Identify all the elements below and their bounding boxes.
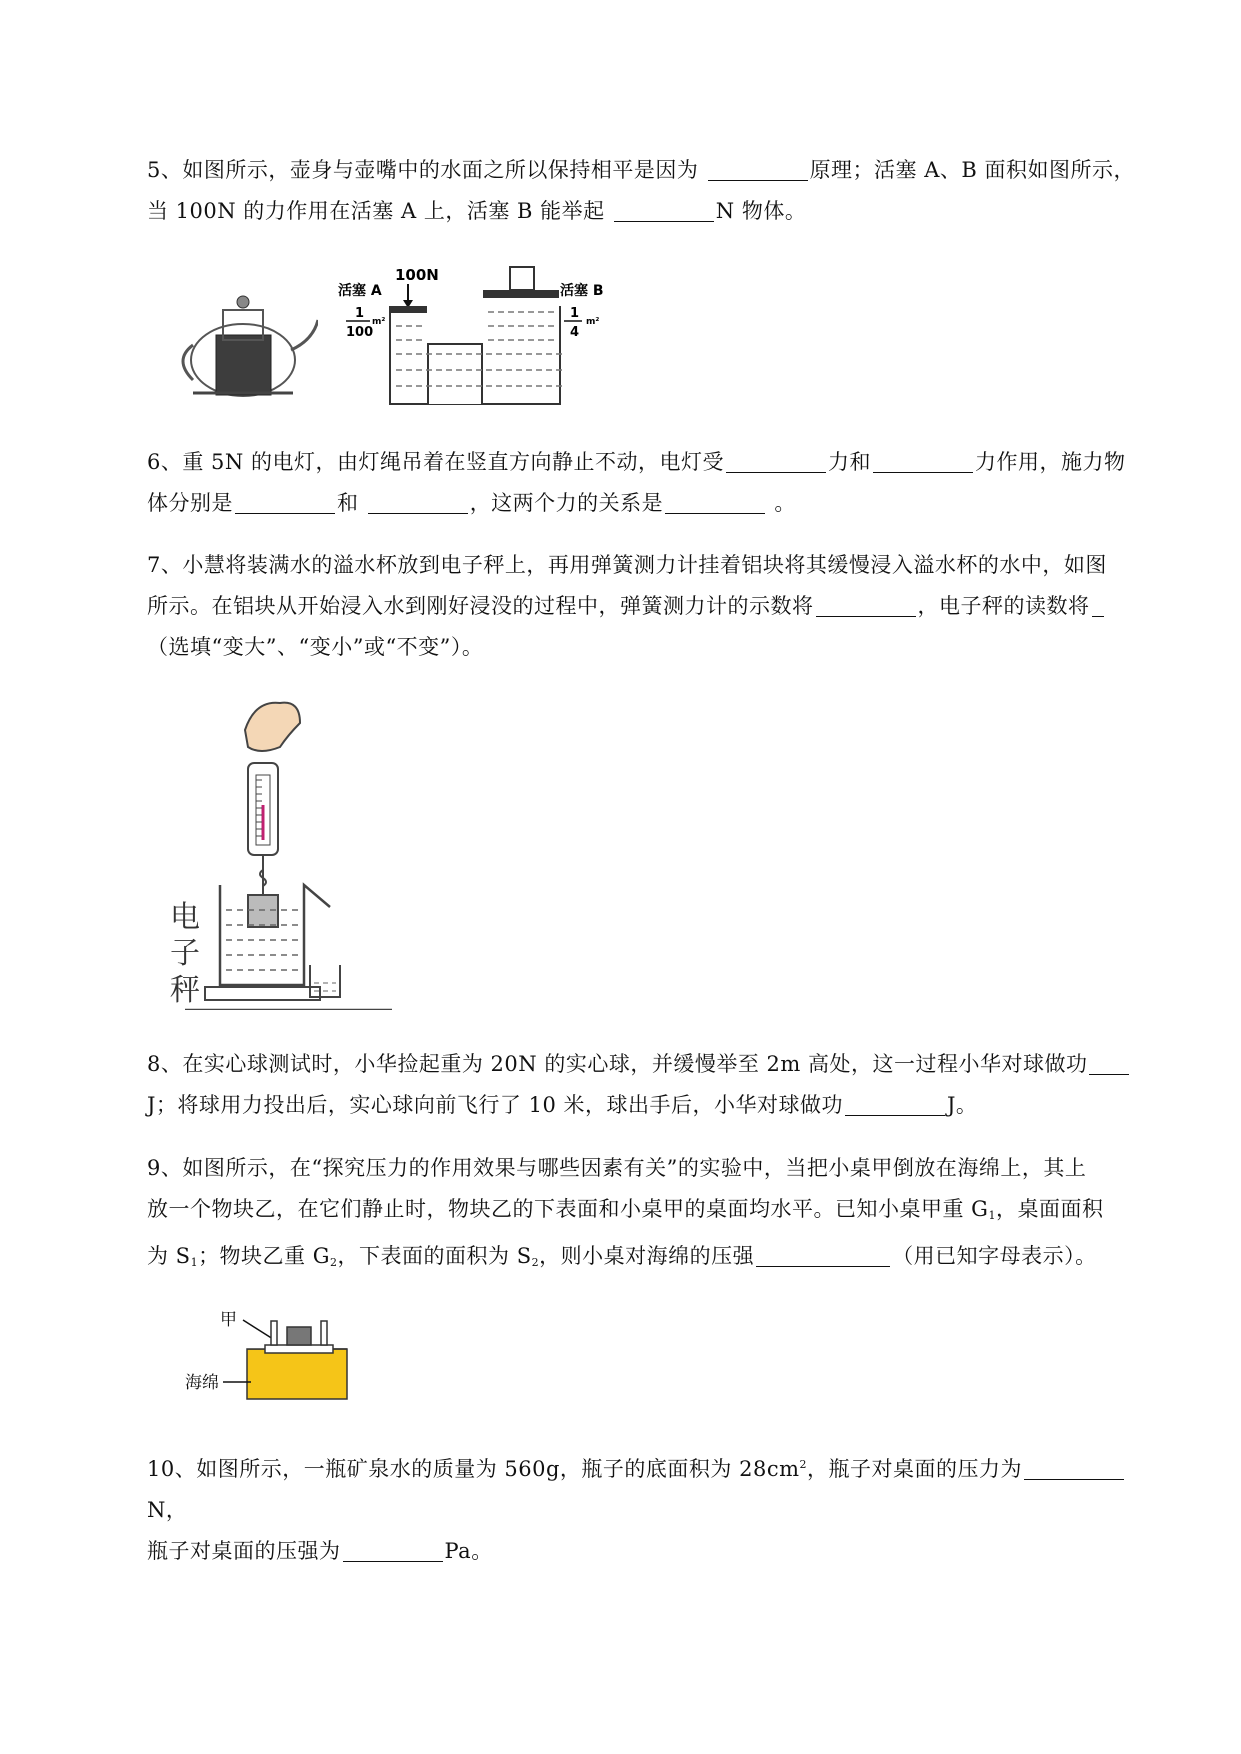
question-text: 力和 (827, 450, 871, 474)
teapot-figure (178, 290, 318, 405)
area-a-denominator: 100 (346, 325, 374, 340)
answer-blank[interactable] (708, 154, 808, 181)
question-text: Pa。 (444, 1539, 493, 1563)
question-5 (147, 150, 1157, 232)
table-label: 甲 (220, 1310, 237, 1330)
answer-blank[interactable] (756, 1240, 890, 1267)
question-text: 所示。在铝块从开始浸入水到刚好浸没的过程中，弹簧测力计的示数将 (147, 594, 814, 618)
area-a-unit: m² (372, 317, 386, 327)
sponge-label: 海绵 (185, 1373, 219, 1393)
question-text: 当 100N 的力作用在活塞 A 上，活塞 B 能举起 (147, 199, 605, 223)
question-text: N 物体。 (715, 199, 807, 223)
question-text: ，电子秤的读数将 (917, 594, 1090, 618)
question-number: 10、 (147, 1457, 197, 1481)
question-8 (147, 1044, 1157, 1126)
piston-a (391, 306, 427, 313)
scale-label-char: 秤 (170, 973, 200, 1008)
answer-blank[interactable] (235, 487, 335, 514)
table-top (265, 1345, 333, 1353)
question-text: （用已知字母表示）。 (892, 1244, 1097, 1268)
hand-icon (245, 703, 300, 751)
question-10 (147, 1444, 1157, 1572)
subscript: 1 (988, 1209, 996, 1222)
question-text: 力作用，施力物 (974, 450, 1126, 474)
question-number: 6、 (147, 450, 183, 474)
subscript: 2 (531, 1256, 540, 1269)
answer-blank[interactable] (665, 487, 765, 514)
question-text: 如图所示，一瓶矿泉水的质量为 560g，瓶子的底面积为 28cm (196, 1457, 800, 1481)
block (287, 1327, 311, 1345)
question-text: N， (147, 1498, 188, 1522)
answer-blank[interactable] (368, 487, 468, 514)
answer-blank[interactable] (845, 1089, 945, 1116)
question-number: 9、 (147, 1156, 183, 1180)
electronic-scale (205, 987, 320, 1000)
question-text: J。 (947, 1093, 978, 1117)
load-block (510, 267, 534, 290)
sponge-table-figure (185, 1305, 360, 1400)
question-text: 放一个物块乙，在它们静止时，物块乙的下表面和小桌甲的桌面均水平。已知小桌甲重 G (147, 1197, 989, 1221)
question-text: ，这两个力的关系是 (469, 491, 664, 515)
question-text: 如图所示，在“探究压力的作用效果与哪些因素有关”的实验中，当把小桌甲倒放在海绵上，其上 (182, 1156, 1087, 1180)
question-text: J；将球用力投出后，实心球向前飞行了 10 米，球出手后，小华对球做功 (147, 1093, 843, 1117)
answer-blank[interactable] (1092, 590, 1104, 617)
aluminum-block (248, 895, 278, 927)
question-text: 。 (774, 491, 796, 515)
area-b-numerator: 1 (570, 306, 580, 321)
piston-a-label: 活塞 A (338, 283, 382, 299)
question-number: 8、 (147, 1052, 183, 1076)
sponge (247, 1349, 347, 1399)
area-a-numerator: 1 (355, 306, 365, 321)
question-text: 为 S (147, 1244, 191, 1268)
question-text: （选填“变大”、“变小”或“不变”）。 (147, 635, 484, 659)
subscript: 1 (190, 1256, 199, 1269)
area-b-unit: m² (586, 317, 600, 327)
question-text: 和 (337, 491, 359, 515)
superscript: 2 (799, 1458, 808, 1471)
question-7 (147, 545, 1157, 668)
answer-blank[interactable] (726, 446, 826, 473)
question-number: 5、 (147, 158, 183, 182)
question-text: 如图所示，壶身与壶嘴中的水面之所以保持相平是因为 (182, 158, 699, 182)
answer-blank[interactable] (343, 1535, 443, 1562)
question-text: 瓶子对桌面的压强为 (147, 1539, 341, 1563)
answer-blank[interactable] (873, 446, 973, 473)
scale-label-char: 子 (170, 936, 200, 971)
subscript: 2 (330, 1256, 338, 1269)
question-text: ，瓶子对桌面的压力为 (807, 1457, 1023, 1481)
question-text: ；物块乙重 G (198, 1244, 331, 1268)
piston-b-label: 活塞 B (560, 283, 604, 299)
question-6 (147, 442, 1157, 524)
answer-blank[interactable] (816, 590, 916, 617)
question-text: ，下表面的面积为 S (337, 1244, 532, 1268)
force-label: 100N (395, 266, 439, 284)
beaker (310, 965, 340, 997)
scale-label-char: 电 (170, 900, 200, 935)
area-b-denominator: 4 (570, 325, 580, 340)
spring-scale-figure (170, 695, 395, 1010)
piston-b (483, 290, 559, 298)
answer-blank[interactable] (1024, 1453, 1124, 1480)
question-text: ，桌面面积 (995, 1197, 1104, 1221)
answer-blank[interactable] (1089, 1048, 1129, 1075)
question-text: 小慧将装满水的溢水杯放到电子秤上，再用弹簧测力计挂着铝块将其缓慢浸入溢水杯的水中，如图 (182, 553, 1107, 577)
question-text: 原理；活塞 A、B 面积如图所示， (809, 158, 1136, 182)
question-number: 7、 (147, 553, 183, 577)
question-9 (147, 1148, 1157, 1283)
hydraulic-press-figure (338, 262, 610, 410)
question-text: 重 5N 的电灯，由灯绳吊着在竖直方向静止不动，电灯受 (182, 450, 724, 474)
answer-blank[interactable] (614, 195, 714, 222)
question-text: ，则小桌对海绵的压强 (539, 1244, 755, 1268)
question-text: 体分别是 (147, 491, 233, 515)
question-text: 在实心球测试时，小华捡起重为 20N 的实心球，并缓慢举至 2m 高处，这一过程小华对球做功 (182, 1052, 1088, 1076)
